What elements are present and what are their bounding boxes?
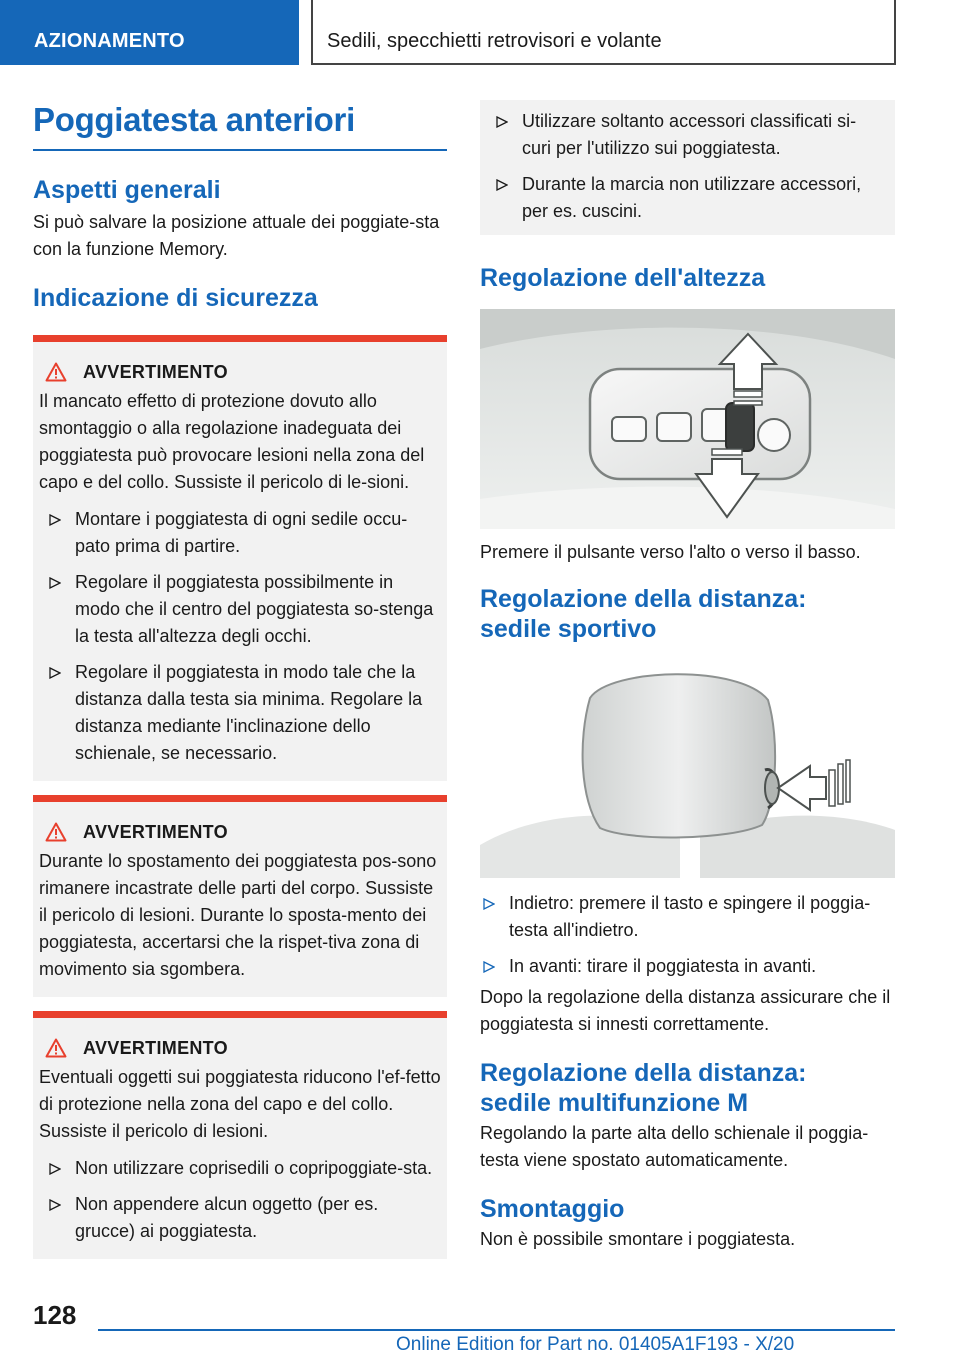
sport-heading-line-2: sedile sportivo: [480, 615, 657, 643]
section-label: AZIONAMENTO: [34, 30, 185, 52]
warning-text-3: Eventuali oggetti sui poggiatesta riducono l'ef-fetto di protezione nella zona del capo e del collo. Sussiste il pericolo di lesioni.: [39, 1067, 441, 1141]
warning-label-1: AVVERTIMENTO: [83, 362, 228, 382]
warning-box-3: [33, 1011, 447, 1259]
list-item: Regolare il poggiatesta possibilmente in modo che il centro del poggiatesta so-stenga la testa all'altezza degli occhi.: [39, 569, 441, 650]
list-item: Non utilizzare coprisedili o copripoggiate-sta.: [39, 1155, 441, 1182]
list-item: Indietro: premere il tasto e spingere il poggia-testa all'indietro.: [480, 890, 895, 944]
warning-text-1: Il mancato effetto di protezione dovuto allo smontaggio o alla regolazione inadeguata dei poggiatesta può provocare lesioni nella zona del capo e del collo. Sussiste il pericolo di le-sioni.: [39, 391, 425, 492]
warning-triangle-icon: [45, 1038, 67, 1058]
left-column: [33, 100, 447, 1259]
safety-heading: Indicazione di sicurezza: [33, 284, 318, 312]
warning-title-2: [39, 820, 441, 844]
multi-heading-line-1: Regolazione della distanza:: [480, 1059, 807, 1087]
multi-text: Regolando la parte alta dello schienale il poggia-testa viene spostato automaticamente.: [480, 1123, 869, 1170]
height-caption: Premere il pulsante verso l'alto o verso il basso.: [480, 542, 861, 562]
triangle-bullet-icon: [496, 116, 508, 128]
warning-title-1: [39, 360, 441, 384]
multi-heading-line-2: sedile multifunzione M: [480, 1089, 749, 1117]
triangle-bullet-icon: [483, 898, 495, 910]
list-item: Utilizzare soltanto accessori classificati si-curi per l'utilizzo sui poggiatesta.: [486, 108, 885, 162]
list-item: Durante la marcia non utilizzare accessori, per es. cuscini.: [486, 171, 885, 225]
warning-continuation: [480, 100, 895, 235]
sport-heading-line-1: Regolazione della distanza:: [480, 585, 807, 613]
triangle-bullet-icon: [49, 667, 61, 679]
removal-text: Non è possibile smontare i poggiatesta.: [480, 1229, 796, 1249]
footer-rule: [98, 1329, 895, 1331]
headrest-illustration: [480, 660, 895, 878]
warning-triangle-icon: [45, 822, 67, 842]
height-heading: Regolazione dell'altezza: [480, 264, 766, 292]
triangle-bullet-icon: [49, 577, 61, 589]
seat-switch-illustration: [480, 309, 895, 529]
sport-list: [480, 890, 895, 980]
warning-list-3: [39, 1155, 441, 1245]
edition-text: Online Edition for Part no. 01405A1F193 - X/20: [396, 1334, 795, 1355]
continuation-list: [486, 108, 885, 225]
list-item: Regolare il poggiatesta in modo tale che la distanza dalla testa sia minima. Regolare la distanza mediante l'inclinazione dello schienale, se necessario.: [39, 659, 441, 767]
list-item: In avanti: tirare il poggiatesta in avanti.: [480, 953, 895, 980]
warning-label-2: AVVERTIMENTO: [83, 822, 228, 842]
warning-title-3: [39, 1036, 441, 1060]
triangle-bullet-icon: [49, 514, 61, 526]
warning-box-1: [33, 335, 447, 781]
warning-list-1: [39, 506, 441, 767]
warning-text-2: Durante lo spostamento dei poggiatesta pos-sono rimanere incastrate delle parti del corpo. Sussiste il pericolo di lesioni. Durante lo sposta-mento dei poggiatesta, accertarsi che la rispet-tiva zona di movimento sia sgombera.: [39, 851, 437, 979]
general-text: Si può salvare la posizione attuale dei poggiate-sta con la funzione Memory.: [33, 212, 440, 259]
list-item: Montare i poggiatesta di ogni sedile occu-pato prima di partire.: [39, 506, 441, 560]
warning-triangle-icon: [45, 362, 67, 382]
section-tab: [0, 0, 299, 65]
right-column: [480, 100, 895, 1253]
page-title: Poggiatesta anteriori: [33, 101, 355, 138]
page-number: 128: [33, 1300, 77, 1330]
list-item: Non appendere alcun oggetto (per es. grucce) ai poggiatesta.: [39, 1191, 441, 1245]
warning-label-3: AVVERTIMENTO: [83, 1038, 228, 1058]
triangle-bullet-icon: [496, 179, 508, 191]
chapter-label: Sedili, specchietti retrovisori e volante: [327, 30, 662, 52]
sport-after-text: Dopo la regolazione della distanza assicurare che il poggiatesta si innesti correttamente.: [480, 987, 891, 1034]
title-rule: [33, 149, 447, 151]
triangle-bullet-icon: [483, 961, 495, 973]
triangle-bullet-icon: [49, 1199, 61, 1211]
warning-box-2: [33, 795, 447, 997]
removal-heading: Smontaggio: [480, 1195, 625, 1223]
chapter-header: [311, 0, 896, 65]
general-heading: Aspetti generali: [33, 176, 221, 204]
triangle-bullet-icon: [49, 1163, 61, 1175]
